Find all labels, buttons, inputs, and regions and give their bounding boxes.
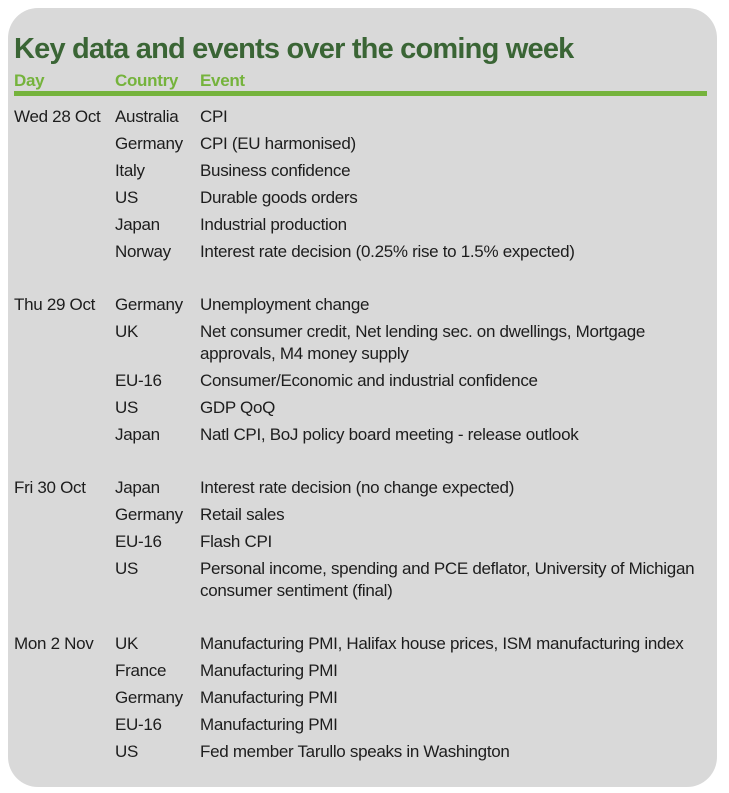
day-cell: Fri 30 Oct xyxy=(14,478,86,497)
table-row xyxy=(14,321,707,365)
day-cell: Mon 2 Nov xyxy=(14,634,94,653)
event-cell: Business confidence xyxy=(200,161,351,180)
event-cell: Interest rate decision (0.25% rise to 1.5% expected) xyxy=(200,242,575,261)
country-cell: Germany xyxy=(115,688,183,707)
country-cell: UK xyxy=(115,634,139,653)
country-cell: Japan xyxy=(115,215,160,234)
event-cell: Manufacturing PMI xyxy=(200,688,338,707)
header-divider xyxy=(14,91,707,96)
table-row xyxy=(14,741,707,763)
country-cell: Australia xyxy=(115,107,179,126)
column-header-country: Country xyxy=(115,71,179,90)
country-cell: US xyxy=(115,559,139,578)
event-cell: Industrial production xyxy=(200,215,347,234)
event-cell: Manufacturing PMI xyxy=(200,715,338,734)
country-cell: Japan xyxy=(115,425,160,444)
events-panel xyxy=(8,8,717,787)
event-cell: Retail sales xyxy=(200,505,285,524)
day-block xyxy=(14,477,707,602)
table-row xyxy=(14,133,707,155)
country-cell: EU-16 xyxy=(115,371,162,390)
country-cell: US xyxy=(115,188,139,207)
table-row xyxy=(14,633,707,655)
day-block xyxy=(14,106,707,263)
day-cell: Thu 29 Oct xyxy=(14,295,96,314)
country-cell: EU-16 xyxy=(115,715,162,734)
country-cell: EU-16 xyxy=(115,532,162,551)
table-row xyxy=(14,531,707,553)
table-row xyxy=(14,160,707,182)
event-cell: GDP QoQ xyxy=(200,398,276,417)
country-cell: Germany xyxy=(115,134,183,153)
day-block xyxy=(14,633,707,763)
day-block xyxy=(14,294,707,446)
table-row xyxy=(14,106,707,128)
event-cell: Interest rate decision (no change expected) xyxy=(200,478,515,497)
table-row xyxy=(14,241,707,263)
country-cell: UK xyxy=(115,322,139,341)
event-cell: Natl CPI, BoJ policy board meeting - release outlook xyxy=(200,425,579,444)
event-cell: Manufacturing PMI xyxy=(200,661,338,680)
country-cell: France xyxy=(115,661,167,680)
table-row xyxy=(14,504,707,526)
event-cell: Manufacturing PMI, Halifax house prices, ISM manufacturing index xyxy=(200,634,684,653)
table-row xyxy=(14,294,707,316)
page-title: Key data and events over the coming week xyxy=(14,33,574,65)
column-header-day: Day xyxy=(14,71,45,90)
country-cell: Germany xyxy=(115,295,183,314)
table-row xyxy=(14,370,707,392)
event-cell: Personal income, spending and PCE deflator, University of Michigan consumer sentiment (final) xyxy=(200,559,695,600)
table-row xyxy=(14,214,707,236)
table-row xyxy=(14,477,707,499)
event-cell: Durable goods orders xyxy=(200,188,358,207)
country-cell: US xyxy=(115,398,139,417)
column-header-event: Event xyxy=(200,71,245,90)
event-cell: Consumer/Economic and industrial confidence xyxy=(200,371,538,390)
day-cell: Wed 28 Oct xyxy=(14,107,101,126)
table-header-row xyxy=(14,72,707,90)
table-row xyxy=(14,397,707,419)
table-row xyxy=(14,558,707,602)
table-row xyxy=(14,424,707,446)
event-cell: Flash CPI xyxy=(200,532,272,551)
country-cell: Norway xyxy=(115,242,171,261)
country-cell: Italy xyxy=(115,161,145,180)
event-cell: CPI xyxy=(200,107,228,126)
table-row xyxy=(14,714,707,736)
event-cell: CPI (EU harmonised) xyxy=(200,134,356,153)
table-row xyxy=(14,687,707,709)
country-cell: Japan xyxy=(115,478,160,497)
table-row xyxy=(14,187,707,209)
country-cell: Germany xyxy=(115,505,183,524)
event-cell: Unemployment change xyxy=(200,295,370,314)
table-row xyxy=(14,660,707,682)
events-table xyxy=(14,106,707,763)
event-cell: Fed member Tarullo speaks in Washington xyxy=(200,742,510,761)
country-cell: US xyxy=(115,742,139,761)
event-cell: Net consumer credit, Net lending sec. on dwellings, Mortgage approvals, M4 money supply xyxy=(200,322,646,363)
